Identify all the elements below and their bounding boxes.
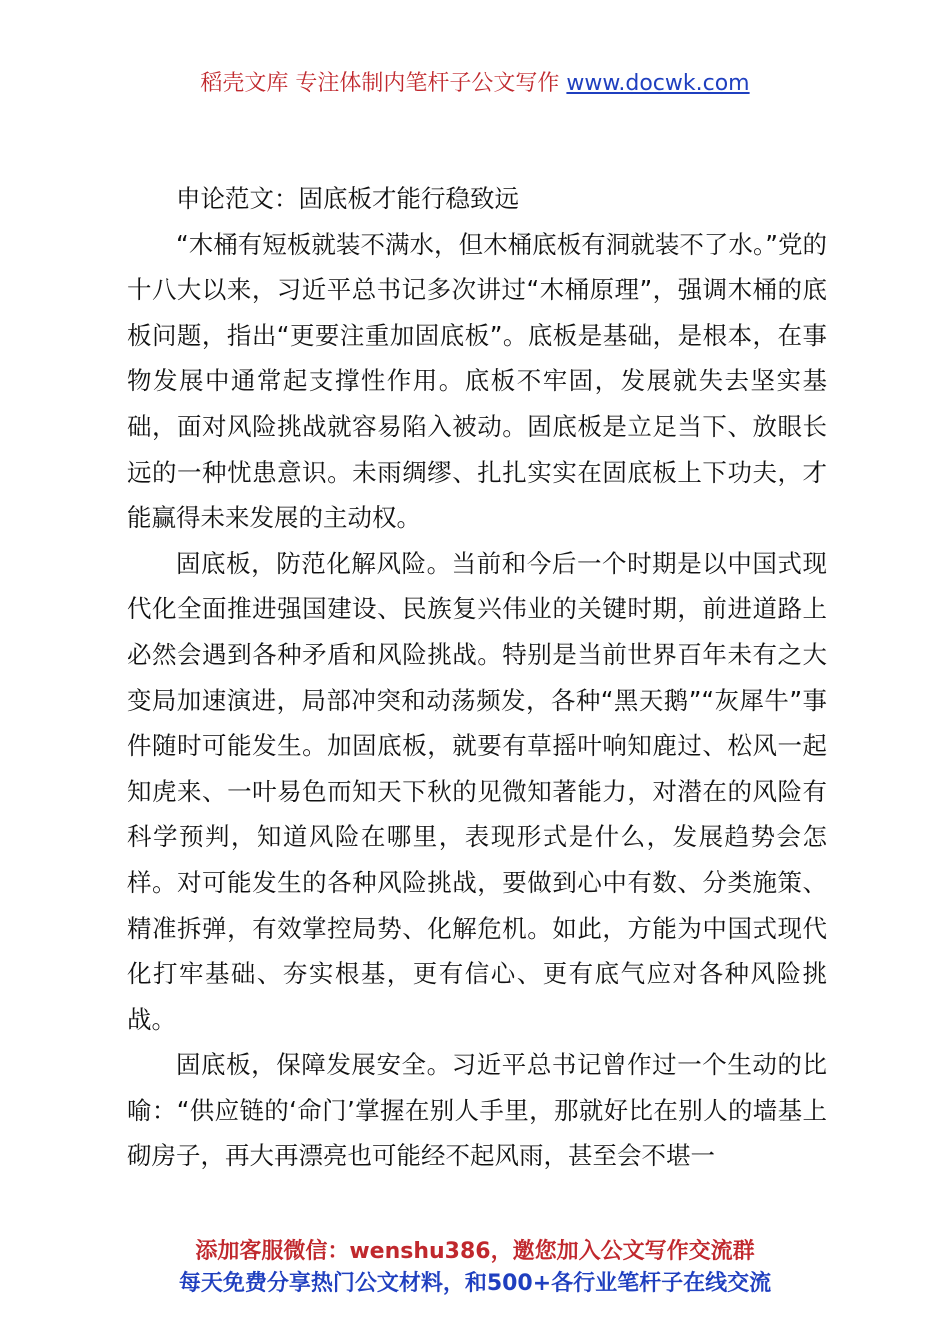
article-body [127, 176, 827, 1179]
article-title: 申论范文：固底板才能行稳致远 [176, 184, 519, 213]
article-paragraph-1: “木桶有短板就装不满水，但木桶底板有洞就装不了水。”党的十八大以来，习近平总书记多次讲过“木桶原理”，强调木桶的底板问题，指出“更要注重加固底板”。底板是基础，是根本，在事物发展中通常起支撑性作用。底板不牢固，发展就失去坚实基础，面对风险挑战就容易陷入被动。固底板是立足当下、放眼长远的一种忧患意识。未雨绸缪、扎扎实实在固底板上下功夫，才能赢得未来发展的主动权。 [127, 229, 827, 533]
footer-share-line: 每天免费分享热门公文材料，和500+各行业笔杆子在线交流 [178, 1271, 772, 1296]
page-header [0, 68, 950, 100]
footer-wechat-line: 添加客服微信：wenshu386，邀您加入公文写作交流群 [195, 1239, 755, 1264]
header-url-link[interactable]: www.docwk.com [566, 71, 750, 96]
page-footer [0, 1236, 950, 1300]
article-paragraph-2: 固底板，防范化解风险。当前和今后一个时期是以中国式现代化全面推进强国建设、民族复兴伟业的关键时期，前进道路上必然会遇到各种矛盾和风险挑战。特别是当前世界百年未有之大变局加速演进，局部冲突和动荡频发，各种“黑天鹅”“灰犀牛”事件随时可能发生。加固底板，就要有草摇叶响知鹿过、松风一起知虎来、一叶易色而知天下秋的见微知著能力，对潜在的风险有科学预判，知道风险在哪里，表现形式是什么，发展趋势会怎样。对可能发生的各种风险挑战，要做到心中有数、分类施策、精准拆弹，有效掌控局势、化解危机。如此，方能为中国式现代化打牢基础、夯实根基，更有信心、更有底气应对各种风险挑战。 [127, 548, 827, 1034]
header-brand: 稻壳文库 专注体制内笔杆子公文写作 [200, 71, 567, 96]
article-paragraph-3: 固底板，保障发展安全。习近平总书记曾作过一个生动的比喻：“供应链的‘命门’掌握在别人手里，那就好比在别人的墙基上砌房子，再大再漂亮也可能经不起风雨，甚至会不堪一 [127, 1050, 827, 1171]
